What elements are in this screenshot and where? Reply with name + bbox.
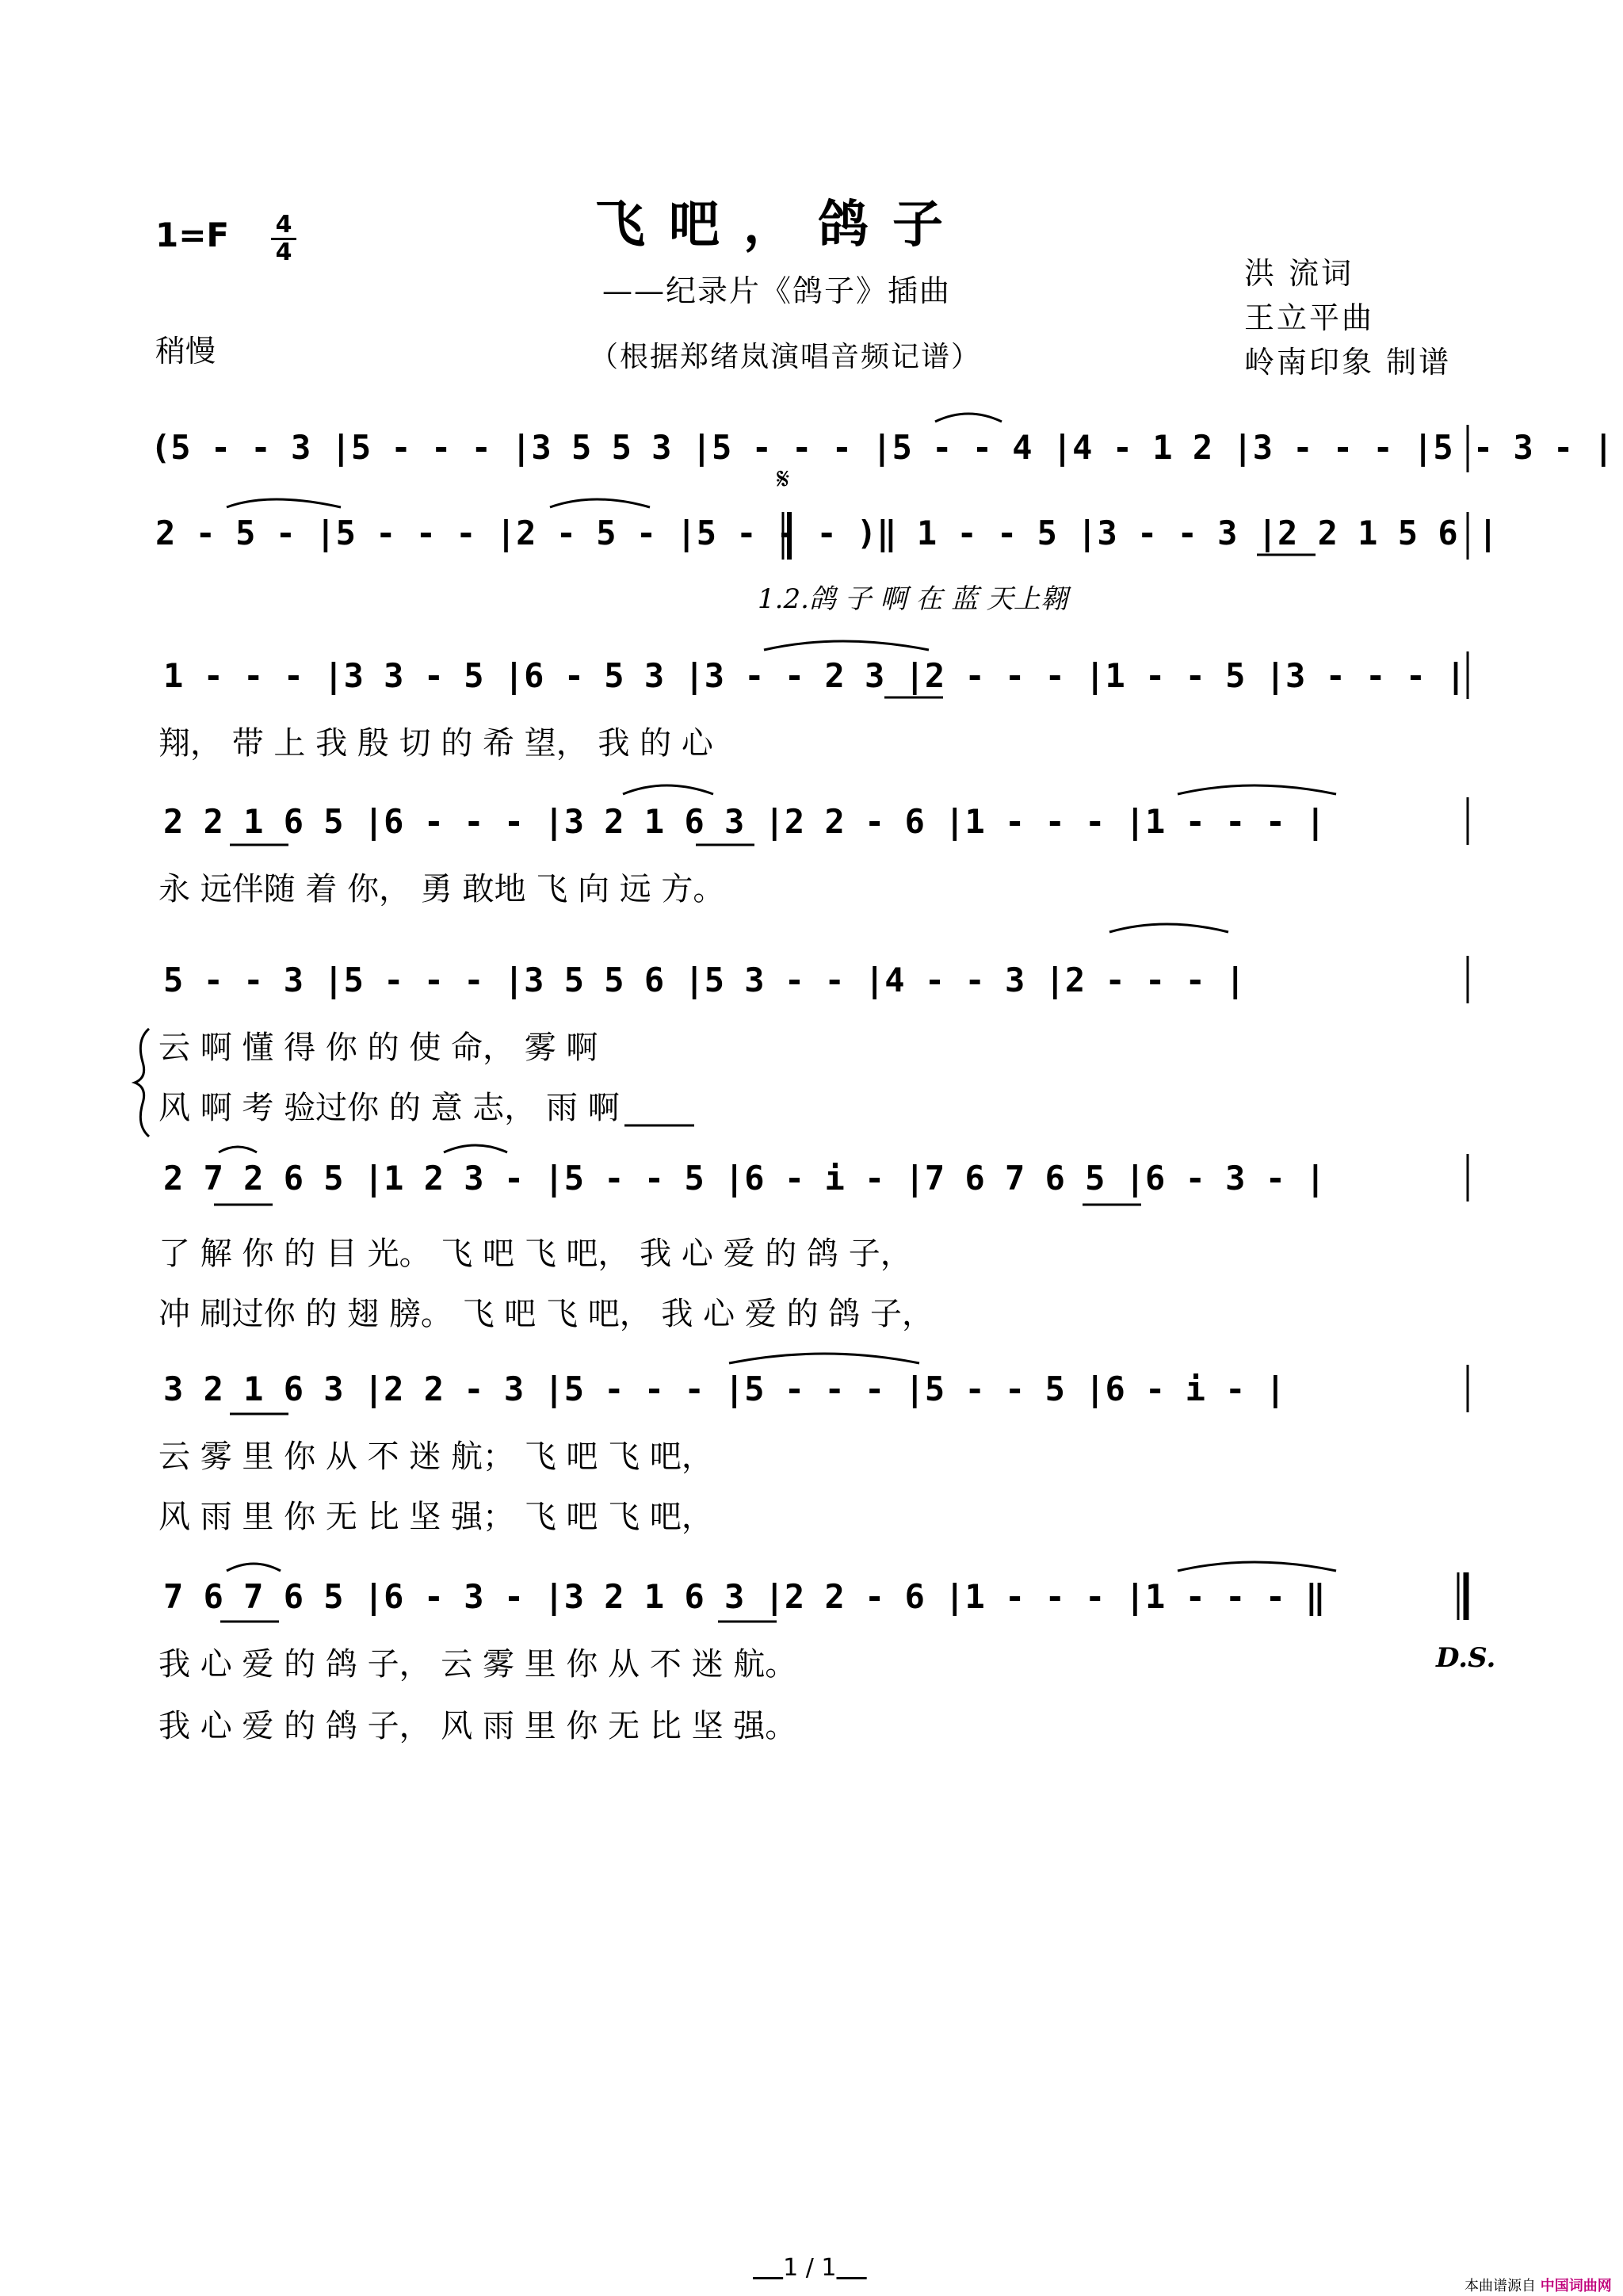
score-line-1: (5 - - 3 |5 - - - |3 5 5 3 |5 - - - |5 - - 4 |4 - 1 2 |3 - - - |5 - 3 - | — [151, 428, 1613, 467]
page-number — [753, 2254, 867, 2282]
score-line-3: 1 - - - |3 3 - 5 |6 - 5 3 |3 - - 2 3 |2 - - - |1 - - 5 |3 - - - | — [163, 656, 1466, 695]
source-attribution — [1465, 2275, 1612, 2295]
song-title: 飞吧，鸽子 — [594, 195, 967, 254]
page-number-text: 1 / 1 — [783, 2254, 837, 2282]
lyric-line-2: 1.2.鸽 子 啊 在 蓝 天上翱 — [758, 583, 1067, 615]
composer-credit: 王立平曲 — [1244, 300, 1375, 335]
lyric-line-6a: 了 解 你 的 目 光。 飞 吧 飞 吧， 我 心 爱 的 鸽 子， — [158, 1236, 912, 1272]
lyric-line-8b: 我 心 爱 的 鸽 子， 风 雨 里 你 无 比 坚 强。 — [158, 1708, 797, 1744]
score-line-2: 2 - 5 - |5 - - - |2 - 5 - |5 - - - )‖ 1 - - 5 |3 - - 3 |2 2 1 5 6 | — [155, 514, 1499, 552]
source-site-link[interactable]: 中国词曲网 — [1540, 2278, 1612, 2294]
lyricist-credit: 洪 流词 — [1244, 256, 1354, 291]
score-line-7: 3 2 1 6 3 |2 2 - 3 |5 - - - |5 - - - |5 - - 5 |6 - i - | — [163, 1370, 1286, 1408]
tempo-marking: 稍慢 — [155, 334, 216, 369]
score-line-8: 7 6 7 6 5 |6 - 3 - |3 2 1 6 3 |2 2 - 6 |1 - - - |1 - - - ‖ — [163, 1577, 1326, 1616]
ds-marking: D.S. — [1436, 1642, 1496, 1674]
time-signature-top: 4 — [275, 211, 292, 239]
score-line-6: 2 7 2 6 5 |1 2 3 - |5 - - 5 |6 - i - |7 6 7 6 5 |6 - 3 - | — [163, 1159, 1326, 1198]
lyric-line-7b: 风 雨 里 你 无 比 坚 强； 飞 吧 飞 吧， — [158, 1499, 713, 1535]
lyric-line-4: 永 远伴随 着 你， 勇 敢地 飞 向 远 方。 — [158, 871, 725, 907]
key-signature: 1=F — [155, 216, 230, 254]
lyric-line-8a: 我 心 爱 的 鸽 子， 云 雾 里 你 从 不 迷 航。 — [158, 1646, 797, 1683]
transcription-note: （根据郑绪岚演唱音频记谱） — [590, 341, 982, 373]
lyric-line-6b: 冲 刷过你 的 翅 膀。 飞 吧 飞 吧， 我 心 爱 的 鸽 子， — [158, 1296, 934, 1332]
lyric-line-5b: 风 啊 考 验过你 的 意 志， 雨 啊 — [158, 1090, 620, 1126]
lyric-line-5a: 云 啊 懂 得 你 的 使 命， 雾 啊 — [158, 1030, 598, 1066]
source-label: 本曲谱源自 — [1465, 2278, 1536, 2294]
score-line-5: 5 - - 3 |5 - - - |3 5 5 6 |5 3 - - |4 - - 3 |2 - - - | — [163, 961, 1246, 999]
time-signature-bottom: 4 — [275, 239, 292, 266]
lyric-line-3: 翔， 带 上 我 殷 切 的 希 望， 我 的 心 — [158, 725, 713, 762]
song-subtitle: ——纪录片《鸽子》插曲 — [602, 273, 952, 308]
score-line-4: 2 2 1 6 5 |6 - - - |3 2 1 6 3 |2 2 - 6 |1 - - - |1 - - - | — [163, 802, 1326, 841]
transcriber-credit: 岭南印象 制谱 — [1244, 345, 1452, 380]
lyric-line-7a: 云 雾 里 你 从 不 迷 航； 飞 吧 飞 吧， — [158, 1438, 713, 1475]
segno-sign: 𝄋 — [777, 461, 790, 496]
